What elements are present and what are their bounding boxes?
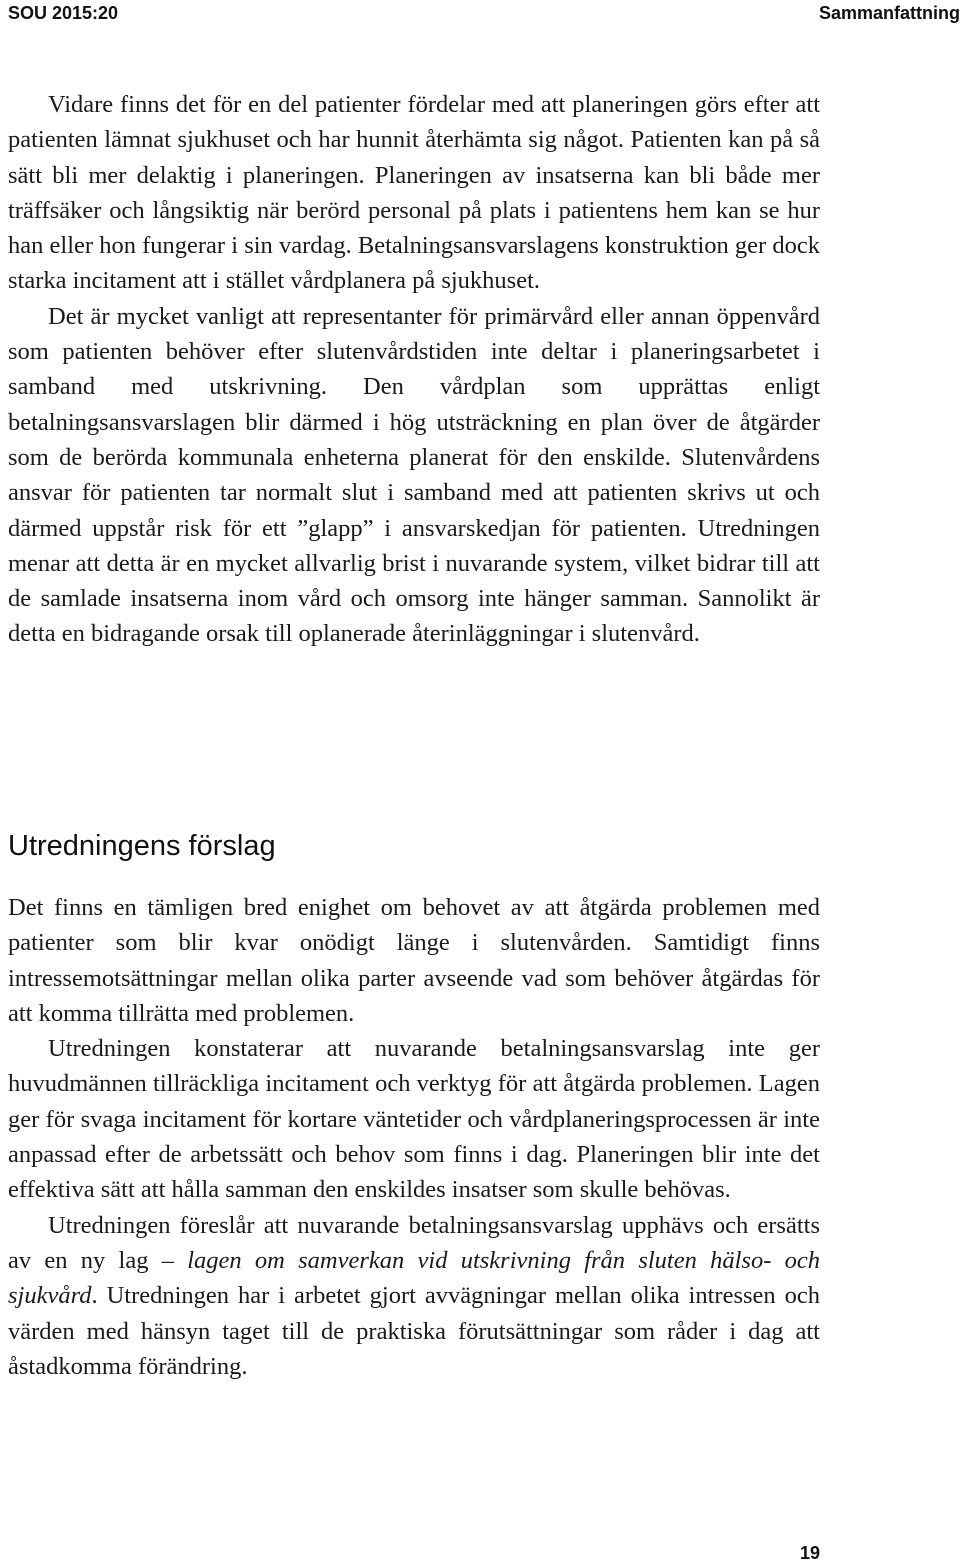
report-number: SOU 2015:20 (8, 3, 119, 23)
paragraph (8, 1208, 820, 1384)
law-title: lagen om samverkan vid utskrivning från sluten hälso- och sjukvård (8, 1246, 820, 1310)
text-run: Utredningen föreslår att nuvarande betalningsansvarslag upphävs och ersätts av en ny lag – (8, 1211, 820, 1274)
paragraph: Det finns en tämligen bred enighet om behovet av att åtgärda problemen med patienter som blir kvar onödigt länge i slutenvården. Samtidigt finns intressemotsättningar mellan olika parter avseende vad som behöver åtgärdas för att komma tillrätta med problemen. (8, 894, 820, 1027)
body-text-proposal (8, 890, 820, 1384)
page-number: 19 (799, 1543, 820, 1563)
paragraph: Det är mycket vanligt att representanter för primärvård eller annan öppenvård som patienten behöver efter slutenvårdstiden inte deltar i planeringsarbetet i samband med utskrivning. Den vårdplan som upprättas enligt betalningsansvarslagen blir därmed i hög utsträckning en plan över de åtgärder som de berörda kommunala enheterna planerat för den enskilde. Slutenvårdens ansvar för patienten tar normalt slut i samband med att patienten skrivs ut och därmed uppstår risk för ett ”glapp” i ansvarskedjan för patienten. Utredningen menar att detta är en mycket allvarlig brist i nuvarande system, vilket bidrar till att de samlade insatserna inom vård och omsorg inte hänger samman. Sannolikt är detta en bidragande orsak till oplanerade återinläggningar i slutenvård. (8, 302, 820, 648)
paragraph: Vidare finns det för en del patienter fördelar med att planeringen görs efter att patienten lämnat sjukhuset och har hunnit återhämta sig något. Patienten kan på så sätt bli mer delaktig i planeringen. Planeringen av insatserna kan bli både mer träffsäker och långsiktig när berörd personal på plats i patientens hem kan se hur han eller hon fungerar i sin vardag. Betalningsansvarslagens konstruktion ger dock starka incitament att i stället vårdplanera på sjukhuset. (8, 91, 820, 295)
running-header (0, 0, 960, 28)
paragraph: Utredningen konstaterar att nuvarande betalningsansvarslag inte ger huvudmännen tillräckliga incitament och verktyg för att åtgärda problemen. Lagen ger för svaga incitament för kortare väntetider och vårdplaneringsprocessen är inte anpassad efter de arbetssätt och behov som finns i dag. Planeringen blir inte det effektiva sätt att hålla samman den enskildes insatser som skulle behövas. (8, 1035, 820, 1204)
text-run: . Utredningen har i arbetet gjort avvägningar mellan olika intressen och värden med hänsyn taget till de praktiska förutsättningar som råder i dag att åstadkomma förändring. (8, 1282, 820, 1380)
chapter-title: Sammanfattning (818, 3, 960, 23)
body-text-top (8, 87, 820, 652)
section-heading: Utredningens förslag (8, 830, 276, 862)
